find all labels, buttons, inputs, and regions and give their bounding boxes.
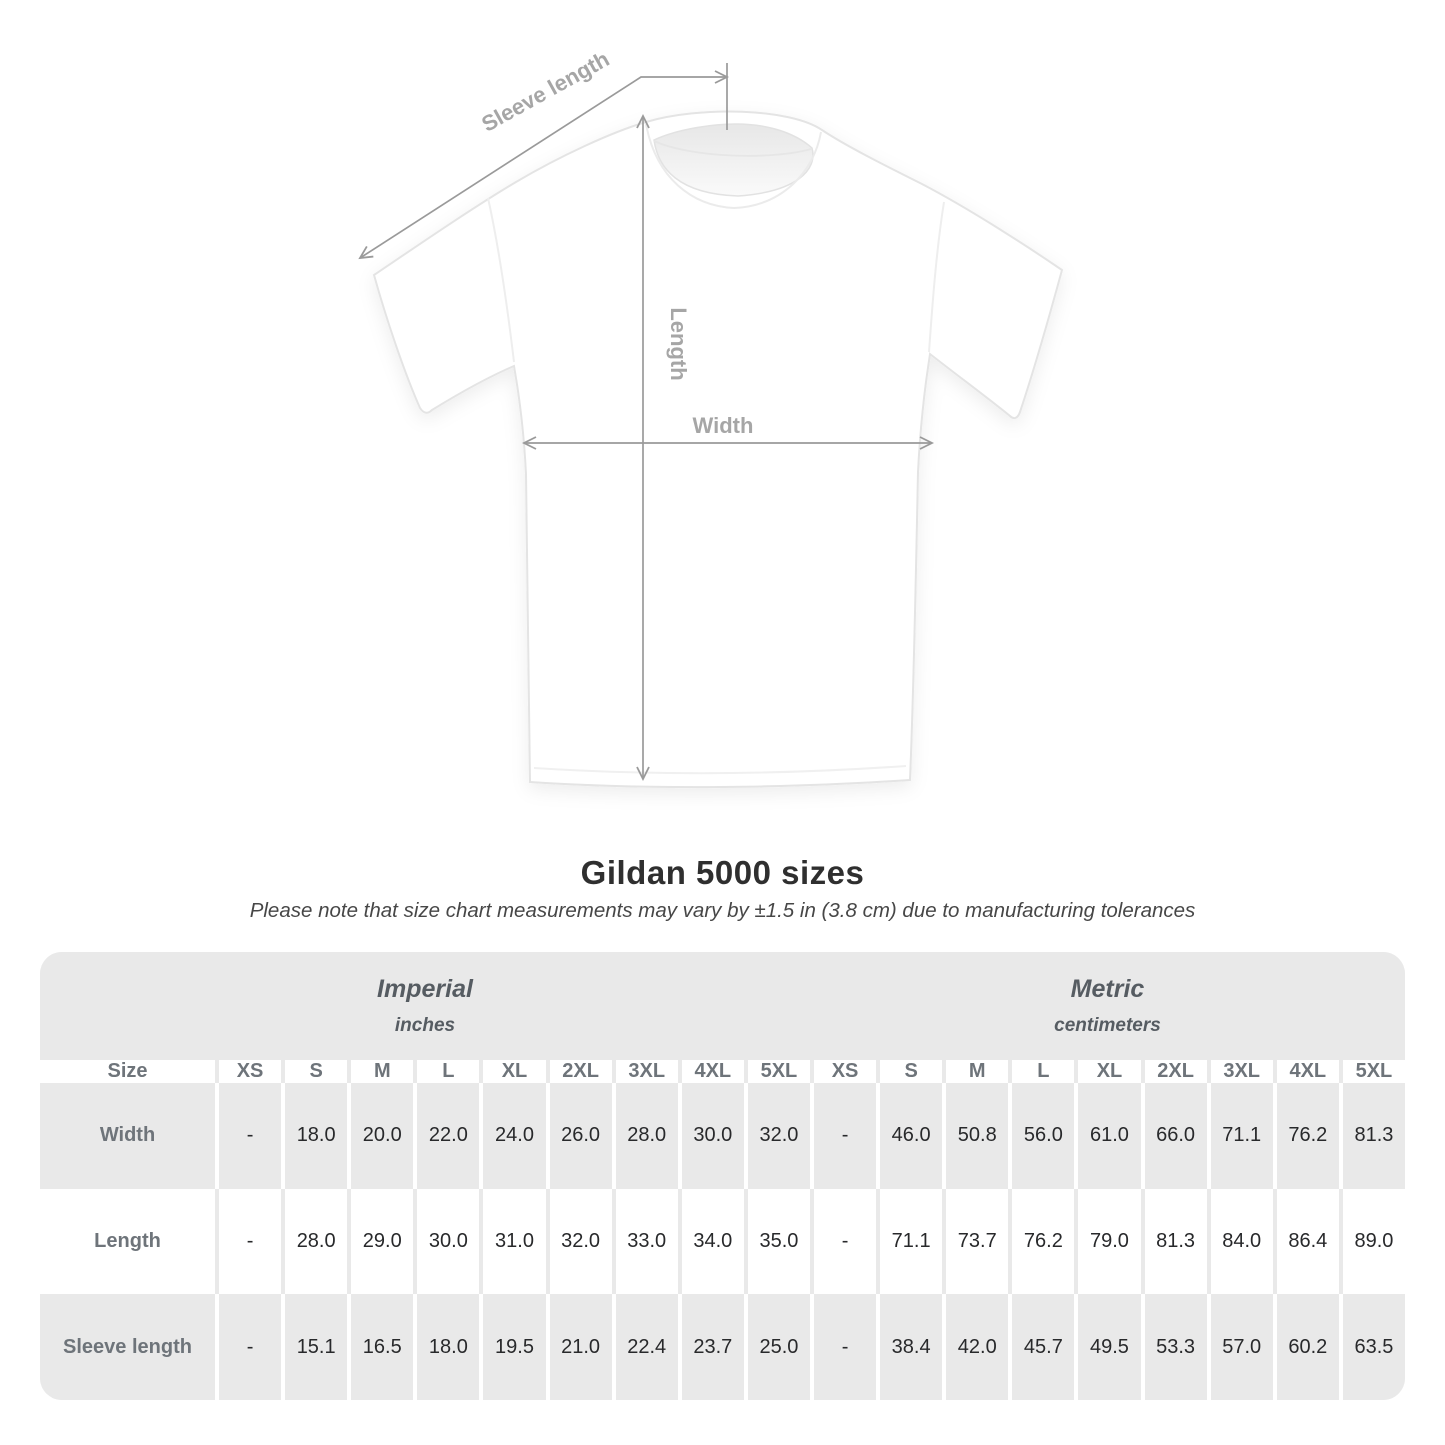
- table-cell: 31.0: [479, 1189, 545, 1295]
- table-cell: -: [810, 1294, 876, 1400]
- table-cell: 89.0: [1339, 1189, 1405, 1295]
- metric-label: Metric: [1070, 975, 1145, 1003]
- metric-sublabel: centimeters: [1054, 1015, 1161, 1036]
- table-cell: 81.3: [1339, 1083, 1405, 1189]
- table-cell: 86.4: [1273, 1189, 1339, 1295]
- table-cell: 66.0: [1141, 1083, 1207, 1189]
- table-cell: 60.2: [1273, 1294, 1339, 1400]
- size-col-header: XS: [810, 1060, 876, 1083]
- table-cell: 76.2: [1008, 1189, 1074, 1295]
- unit-band-row: [40, 952, 1405, 1060]
- table-cell: 28.0: [281, 1189, 347, 1295]
- table-cell: 23.7: [678, 1294, 744, 1400]
- size-col-header: M: [347, 1060, 413, 1083]
- table-cell: 24.0: [479, 1083, 545, 1189]
- table-cell: 33.0: [612, 1189, 678, 1295]
- table-cell: 22.0: [413, 1083, 479, 1189]
- table-cell: 63.5: [1339, 1294, 1405, 1400]
- table-cell: 30.0: [413, 1189, 479, 1295]
- width-label: Width: [692, 413, 754, 438]
- table-cell: 19.5: [479, 1294, 545, 1400]
- size-col-header: 2XL: [546, 1060, 612, 1083]
- table-cell: -: [810, 1083, 876, 1189]
- tshirt-illustration: [374, 112, 1062, 788]
- table-cell: -: [215, 1294, 281, 1400]
- size-col-header: L: [413, 1060, 479, 1083]
- table-cell: 71.1: [1207, 1083, 1273, 1189]
- table-cell: 32.0: [744, 1083, 810, 1189]
- table-cell: 21.0: [546, 1294, 612, 1400]
- size-col-header: 4XL: [1273, 1060, 1339, 1083]
- table-cell: 50.8: [942, 1083, 1008, 1189]
- table-cell: 73.7: [942, 1189, 1008, 1295]
- table-cell: 84.0: [1207, 1189, 1273, 1295]
- size-header-row: [40, 1060, 1405, 1083]
- size-col-header: XL: [1074, 1060, 1140, 1083]
- table-cell: -: [215, 1189, 281, 1295]
- size-col-header: XS: [215, 1060, 281, 1083]
- table-cell: 57.0: [1207, 1294, 1273, 1400]
- table-cell: 53.3: [1141, 1294, 1207, 1400]
- table-cell: 61.0: [1074, 1083, 1140, 1189]
- table-cell: 76.2: [1273, 1083, 1339, 1189]
- imperial-label: Imperial: [377, 975, 473, 1003]
- table-cell: 28.0: [612, 1083, 678, 1189]
- width-row: [40, 1083, 1405, 1189]
- metric-band: [810, 952, 1405, 1060]
- table-cell: -: [810, 1189, 876, 1295]
- table-cell: 32.0: [546, 1189, 612, 1295]
- table-cell: 45.7: [1008, 1294, 1074, 1400]
- size-table-card: [40, 952, 1405, 1400]
- table-cell: 46.0: [876, 1083, 942, 1189]
- table-cell: 38.4: [876, 1294, 942, 1400]
- table-cell: 18.0: [413, 1294, 479, 1400]
- size-col-header: 5XL: [744, 1060, 810, 1083]
- table-cell: 29.0: [347, 1189, 413, 1295]
- tshirt-body: [374, 112, 1062, 788]
- size-col-header: 3XL: [1207, 1060, 1273, 1083]
- size-table: [40, 952, 1405, 1400]
- size-col-header: M: [942, 1060, 1008, 1083]
- size-col-header: 2XL: [1141, 1060, 1207, 1083]
- table-cell: 30.0: [678, 1083, 744, 1189]
- page-subtitle: Please note that size chart measurements may vary by ±1.5 in (3.8 cm) due to manufacturing tolerances: [249, 899, 1196, 922]
- table-cell: 25.0: [744, 1294, 810, 1400]
- table-cell: 35.0: [744, 1189, 810, 1295]
- table-cell: -: [215, 1083, 281, 1189]
- table-cell: 56.0: [1008, 1083, 1074, 1189]
- length-label: Length: [666, 307, 691, 381]
- size-col-header: S: [876, 1060, 942, 1083]
- size-col-header: 3XL: [612, 1060, 678, 1083]
- size-col-header: 4XL: [678, 1060, 744, 1083]
- table-cell: 81.3: [1141, 1189, 1207, 1295]
- table-cell: 22.4: [612, 1294, 678, 1400]
- table-cell: 18.0: [281, 1083, 347, 1189]
- size-col-header: L: [1008, 1060, 1074, 1083]
- sleeve-length-label: Sleeve length: [477, 46, 614, 137]
- table-cell: 49.5: [1074, 1294, 1140, 1400]
- table-cell: 71.1: [876, 1189, 942, 1295]
- table-cell: 42.0: [942, 1294, 1008, 1400]
- row-label-width: Width: [40, 1083, 215, 1189]
- row-label-length: Length: [40, 1189, 215, 1295]
- table-cell: 15.1: [281, 1294, 347, 1400]
- table-cell: 26.0: [546, 1083, 612, 1189]
- imperial-sublabel: inches: [394, 1015, 456, 1036]
- page-title: Gildan 5000 sizes: [580, 854, 865, 891]
- size-col-header: S: [281, 1060, 347, 1083]
- size-col-header: XL: [479, 1060, 545, 1083]
- length-row: [40, 1189, 1405, 1295]
- table-cell: 79.0: [1074, 1189, 1140, 1295]
- imperial-band: [40, 952, 810, 1060]
- sleeve-length-row: [40, 1294, 1405, 1400]
- size-col-header: 5XL: [1339, 1060, 1405, 1083]
- table-cell: 16.5: [347, 1294, 413, 1400]
- table-cell: 20.0: [347, 1083, 413, 1189]
- size-header: Size: [40, 1060, 215, 1083]
- table-cell: 34.0: [678, 1189, 744, 1295]
- row-label-sleeve-length: Sleeve length: [40, 1294, 215, 1400]
